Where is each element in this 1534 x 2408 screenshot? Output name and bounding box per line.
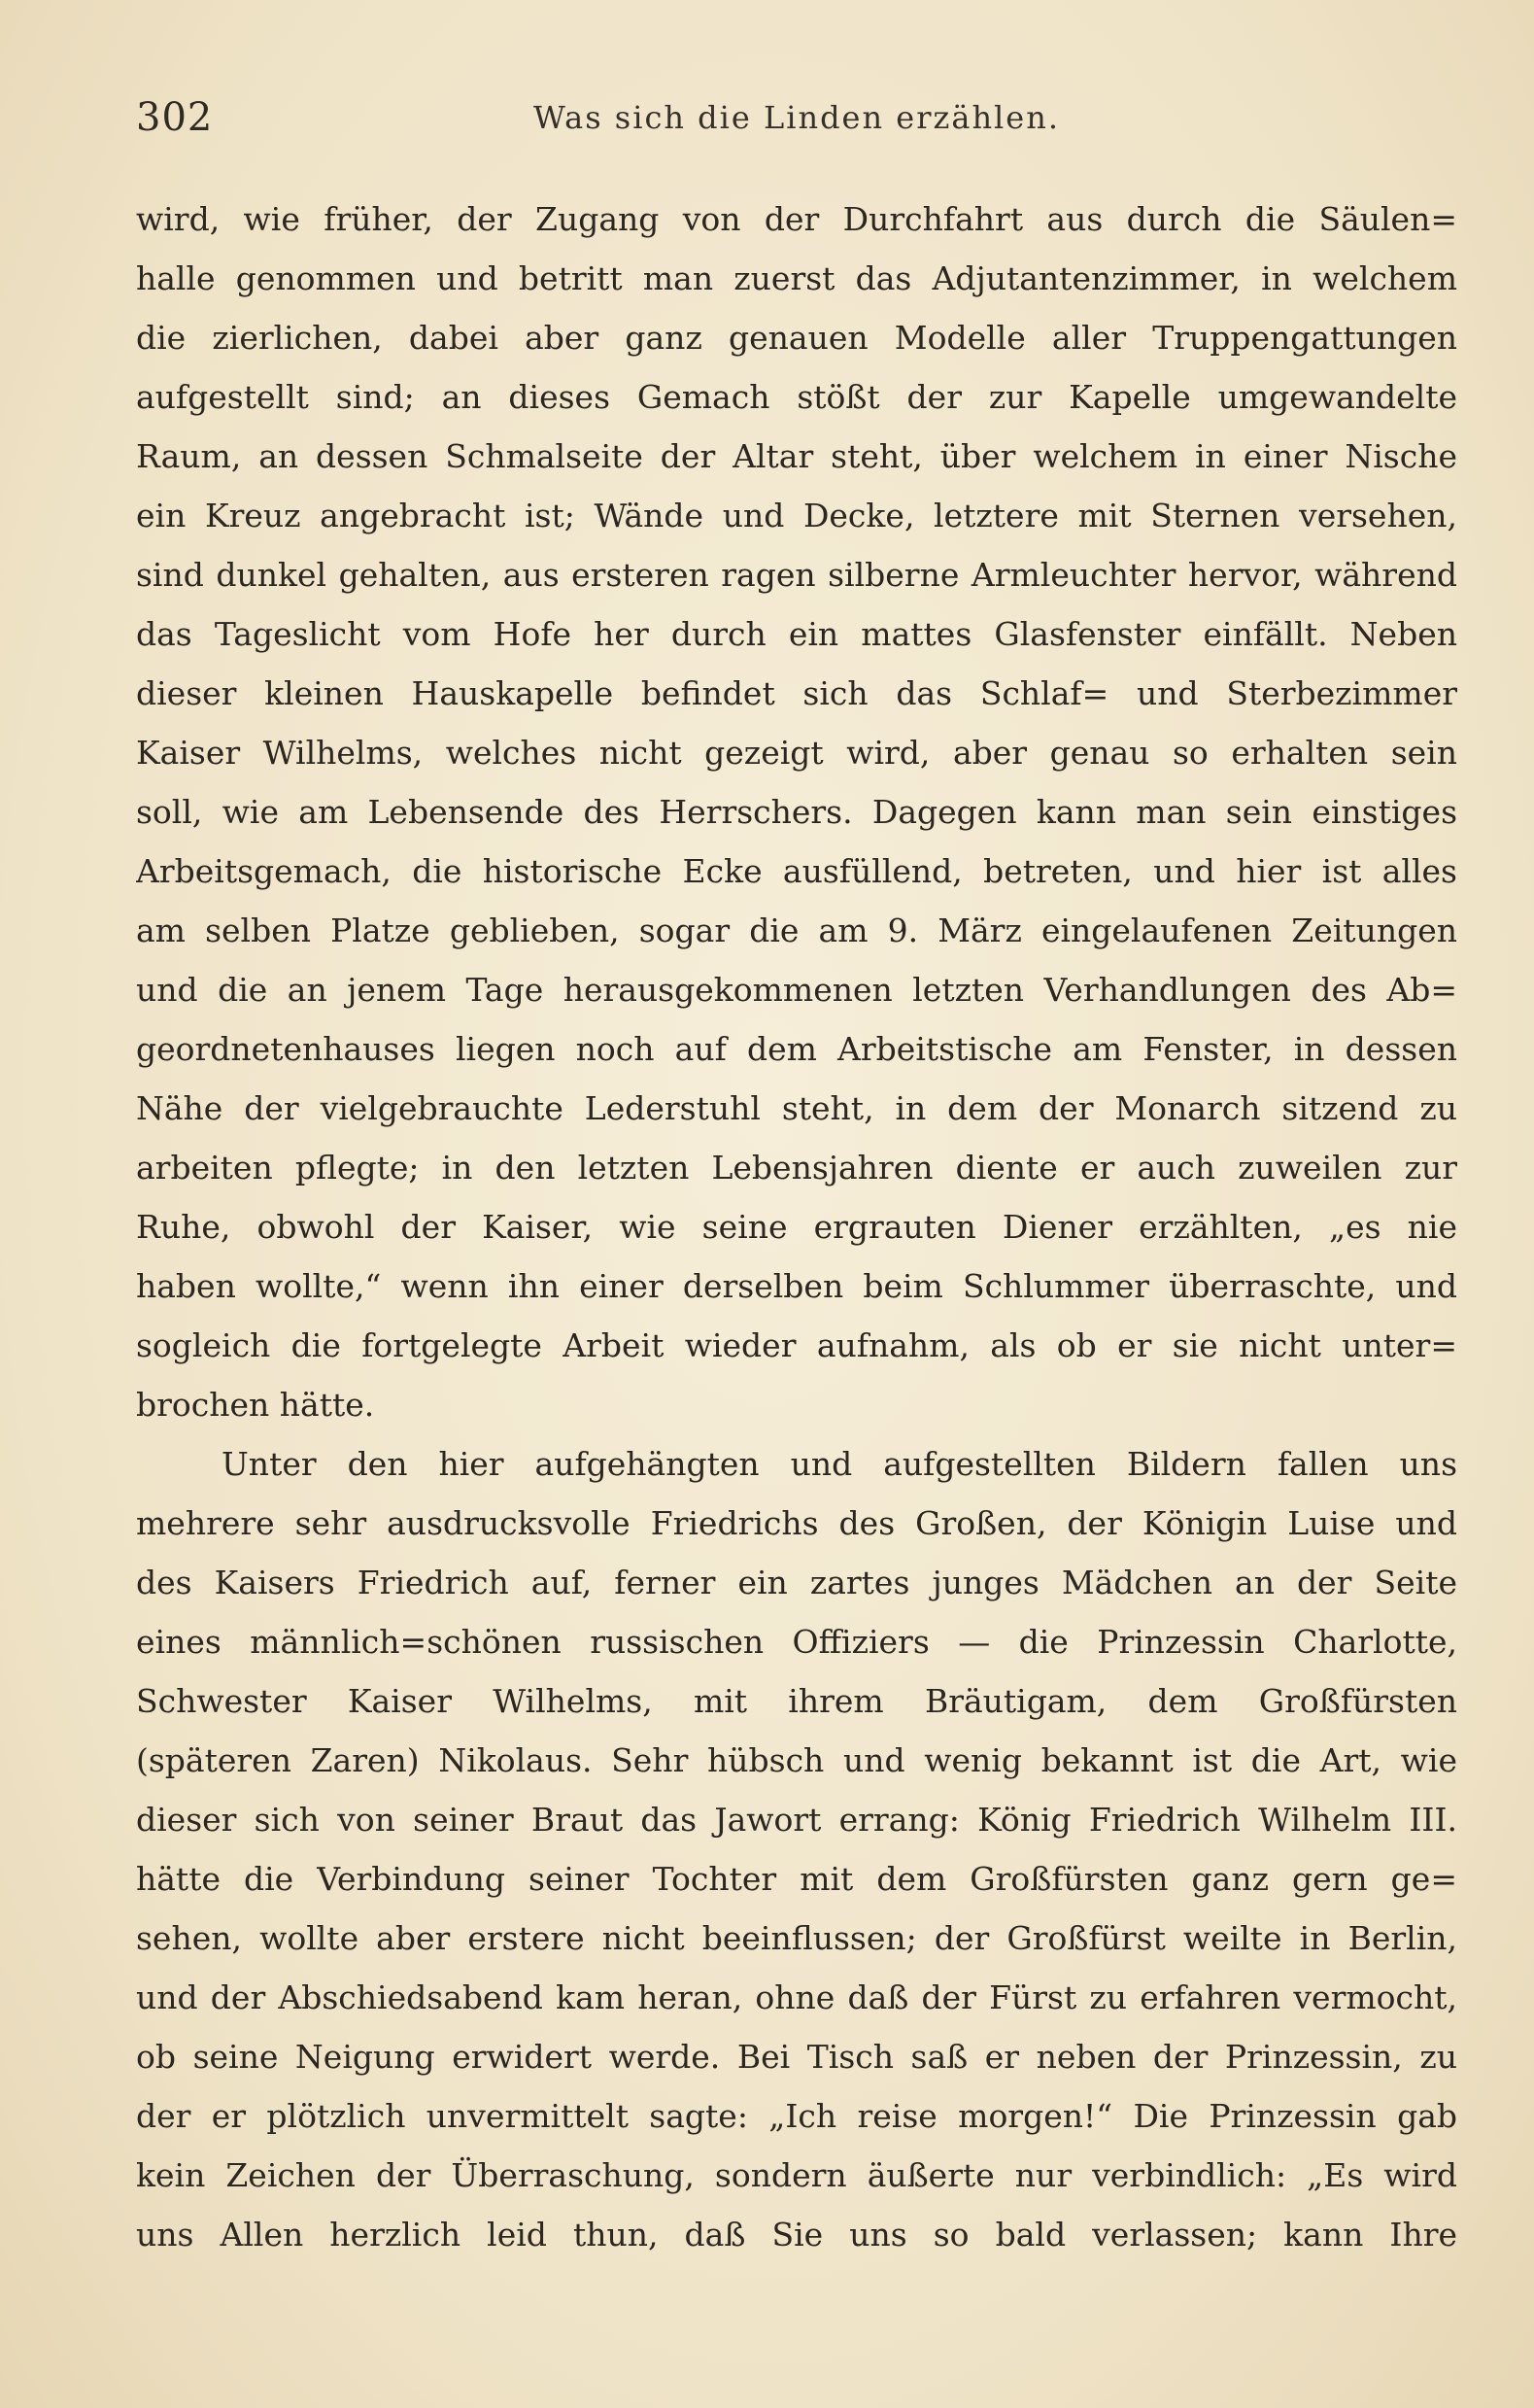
text-line: mehrere sehr ausdrucksvolle Friedrichs des Großen, der Königin Luise und	[136, 1504, 1457, 1542]
text-line: (späteren Zaren) Nikolaus. Sehr hübsch und wenig bekannt ist die Art, wie	[136, 1741, 1457, 1779]
page-number: 302	[136, 95, 214, 140]
text-line: wird, wie früher, der Zugang von der Durchfahrt aus durch die Säulen=	[136, 200, 1457, 238]
text-line: und der Abschiedsabend kam heran, ohne daß der Fürst zu erfahren vermocht,	[136, 1978, 1457, 2016]
text-line: hätte die Verbindung seiner Tochter mit dem Großfürsten ganz gern ge=	[136, 1860, 1457, 1898]
text-line: Arbeitsgemach, die historische Ecke ausfüllend, betreten, und hier ist alles	[136, 852, 1457, 890]
text-line: Unter den hier aufgehängten und aufgestellten Bildern fallen uns	[222, 1445, 1457, 1483]
text-line: haben wollte,“ wenn ihn einer derselben beim Schlummer überraschte, und	[136, 1267, 1457, 1305]
text-line: Schwester Kaiser Wilhelms, mit ihrem Bräutigam, dem Großfürsten	[136, 1682, 1457, 1720]
text-line: Nähe der vielgebrauchte Lederstuhl steht, in dem der Monarch sitzend zu	[136, 1089, 1457, 1127]
text-line: kein Zeichen der Überraschung, sondern äußerte nur verbindlich: „Es wird	[136, 2156, 1457, 2194]
text-line: dieser kleinen Hauskapelle befindet sich das Schlaf= und Sterbezimmer	[136, 674, 1457, 712]
paragraph-2	[136, 1434, 1457, 2264]
text-line: sind dunkel gehalten, aus ersteren ragen silberne Armleuchter hervor, während	[136, 556, 1457, 594]
text-line: ein Kreuz angebracht ist; Wände und Decke, letztere mit Sternen versehen,	[136, 497, 1457, 534]
text-line: Ruhe, obwohl der Kaiser, wie seine ergrauten Diener erzählten, „es nie	[136, 1208, 1457, 1246]
text-line: eines männlich=schönen russischen Offiziers — die Prinzessin Charlotte,	[136, 1623, 1457, 1661]
text-line: die zierlichen, dabei aber ganz genauen Modelle aller Truppengattungen	[136, 319, 1457, 357]
text-line: das Tageslicht vom Hofe her durch ein mattes Glasfenster einfällt. Neben	[136, 615, 1457, 653]
text-line: dieser sich von seiner Braut das Jawort errang: König Friedrich Wilhelm III.	[136, 1801, 1457, 1839]
text-line: brochen hätte.	[136, 1386, 375, 1424]
text-line: des Kaisers Friedrich auf, ferner ein zartes junges Mädchen an der Seite	[136, 1564, 1457, 1601]
text-line: ob seine Neigung erwidert werde. Bei Tisch saß er neben der Prinzessin, zu	[136, 2038, 1457, 2076]
text-line: aufgestellt sind; an dieses Gemach stößt der zur Kapelle umgewandelte	[136, 378, 1457, 416]
text-line: am selben Platze geblieben, sogar die am 9. März eingelaufenen Zeitungen	[136, 912, 1457, 949]
text-line: arbeiten pflegte; in den letzten Lebensjahren diente er auch zuweilen zur	[136, 1149, 1457, 1187]
text-line: geordnetenhauses liegen noch auf dem Arbeitstische am Fenster, in dessen	[136, 1030, 1457, 1068]
paragraph-1	[136, 189, 1457, 1434]
text-line: sogleich die fortgelegte Arbeit wieder aufnahm, als ob er sie nicht unter=	[136, 1326, 1457, 1364]
text-line: halle genommen und betritt man zuerst das Adjutantenzimmer, in welchem	[136, 259, 1457, 297]
text-line: Raum, an dessen Schmalseite der Altar steht, über welchem in einer Nische	[136, 437, 1457, 475]
text-line: sehen, wollte aber erstere nicht beeinflussen; der Großfürst weilte in Berlin,	[136, 1919, 1457, 1957]
running-title: Was sich die Linden erzählen.	[533, 99, 1060, 136]
text-line: und die an jenem Tage herausgekommenen letzten Verhandlungen des Ab=	[136, 971, 1457, 1009]
text-line: soll, wie am Lebensende des Herrschers. Dagegen kann man sein einstiges	[136, 793, 1457, 831]
body-text	[136, 189, 1457, 2264]
page-header	[136, 95, 1457, 154]
text-line: uns Allen herzlich leid thun, daß Sie uns so bald verlassen; kann Ihre	[136, 2216, 1457, 2253]
text-line: der er plötzlich unvermittelt sagte: „Ich reise morgen!“ Die Prinzessin gab	[136, 2097, 1457, 2135]
text-line: Kaiser Wilhelms, welches nicht gezeigt wird, aber genau so erhalten sein	[136, 734, 1457, 772]
